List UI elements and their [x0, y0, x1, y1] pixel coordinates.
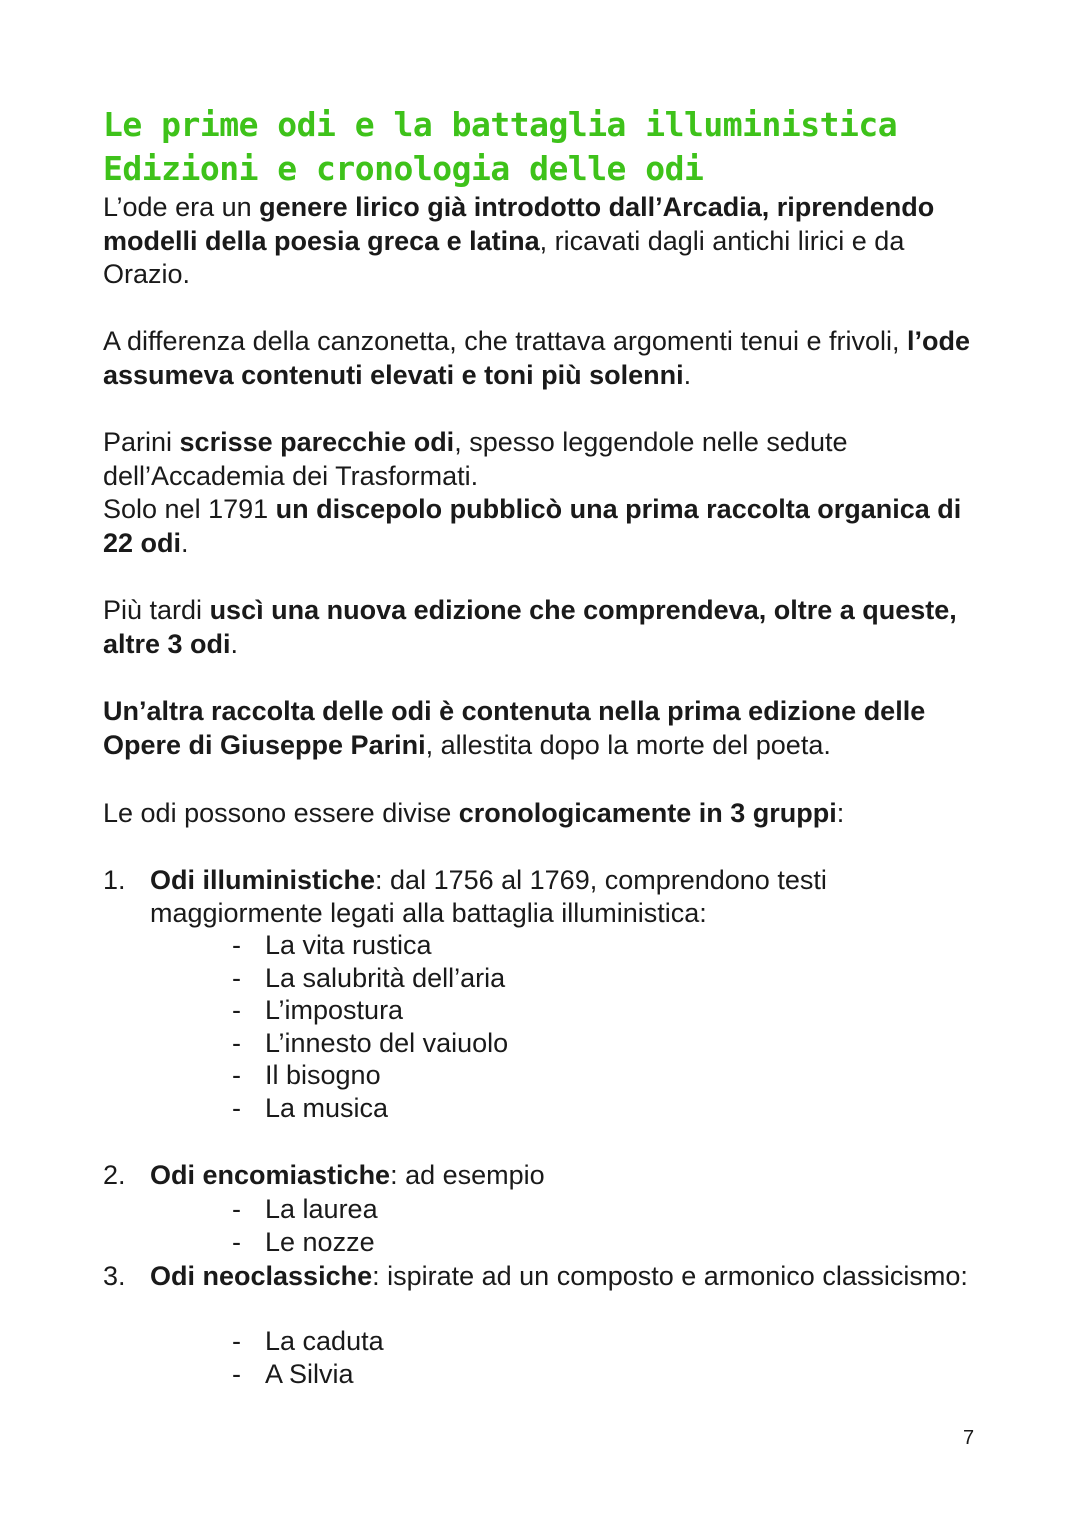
numbered-item-illuministiche	[103, 864, 983, 930]
text-run: , allestita dopo la morte del poeta.	[425, 729, 831, 760]
bold-run: l’ode assumeva contenuti elevati e toni più solenni	[103, 326, 970, 390]
dash-bullet: -	[232, 1194, 241, 1224]
text-run: Parini	[103, 427, 180, 457]
list-item	[232, 1059, 508, 1092]
dash-bullet: -	[232, 1226, 241, 1257]
text-run: , ricavati dagli antichi lirici e da Orazio.	[103, 225, 905, 289]
paragraph-parini-odi	[103, 426, 983, 560]
list-item-label: La caduta	[265, 1326, 384, 1356]
item-number: 2.	[103, 1160, 126, 1190]
text-run: Solo nel 1791	[103, 494, 276, 524]
section-title: Le prime odi e la battaglia illuministica	[103, 105, 898, 144]
list-item	[232, 929, 508, 962]
paragraph-canzonetta	[103, 325, 983, 392]
bold-run: cronologicamente in 3 gruppi	[458, 798, 837, 828]
list-item	[232, 1325, 384, 1358]
dash-bullet: -	[232, 1358, 241, 1389]
text-run: L’ode era un	[103, 192, 260, 222]
dash-bullet: -	[232, 962, 241, 993]
bold-run: uscì una nuova edizione che comprendeva, oltre a queste, altre 3 odi	[103, 595, 957, 659]
list-item	[232, 1358, 384, 1391]
list-item	[232, 1092, 508, 1125]
dash-bullet: -	[232, 1060, 241, 1091]
list-item	[232, 1027, 508, 1060]
item-text	[150, 1159, 983, 1192]
list-item-label: La laurea	[265, 1194, 378, 1224]
item-term: Odi encomiastiche	[150, 1160, 391, 1190]
item-desc: : ispirate ad un composto e armonico classicismo:	[372, 1261, 968, 1291]
sub-list-illuministiche	[232, 929, 508, 1125]
item-number: 1.	[103, 865, 126, 895]
list-item	[232, 1193, 378, 1226]
item-desc: : ad esempio	[390, 1160, 545, 1190]
item-number: 3.	[103, 1261, 126, 1291]
dash-bullet: -	[232, 1027, 241, 1058]
text-run: Più tardi	[103, 595, 210, 625]
list-item-label: A Silvia	[265, 1358, 354, 1389]
list-item-label: Le nozze	[265, 1226, 375, 1257]
paragraph-other-collection	[103, 695, 983, 762]
sub-list-encomiastiche	[232, 1193, 378, 1258]
list-item-label: L’innesto del vaiuolo	[265, 1027, 509, 1058]
text-run: :	[836, 798, 845, 828]
numbered-item-encomiastiche	[103, 1159, 983, 1192]
list-item-label: La salubrità dell’aria	[265, 962, 506, 993]
dash-bullet: -	[232, 1092, 241, 1123]
paragraph-groups-intro	[103, 797, 983, 831]
list-item-label: L’impostura	[265, 995, 404, 1026]
bold-run: scrisse parecchie odi	[179, 427, 455, 457]
numbered-item-neoclassiche	[103, 1260, 983, 1293]
list-item	[232, 1226, 378, 1259]
text-run: .	[230, 628, 239, 659]
section-subtitle: Edizioni e cronologia delle odi	[103, 149, 704, 188]
text-run: .	[683, 359, 692, 390]
dash-bullet: -	[232, 1326, 241, 1356]
item-text	[150, 864, 983, 930]
item-term: Odi illuministiche	[150, 865, 376, 895]
bold-run: Un’altra raccolta delle odi è contenuta nella prima edizione delle Opere di Giuseppe Parini	[103, 696, 926, 760]
list-item	[232, 994, 508, 1027]
item-desc: : dal 1756 al 1769, comprendono testi maggiormente legati alla battaglia illuministica:	[150, 865, 827, 928]
sub-list-neoclassiche	[232, 1325, 384, 1390]
paragraph-new-edition	[103, 594, 983, 661]
item-term: Odi neoclassiche	[150, 1261, 373, 1291]
list-item	[232, 962, 508, 995]
text-run: A differenza della canzonetta, che trattava argomenti tenui e frivoli,	[103, 326, 907, 356]
bold-run: un discepolo pubblicò una prima raccolta organica di 22 odi	[103, 494, 962, 558]
list-item-label: La musica	[265, 1092, 389, 1123]
dash-bullet: -	[232, 995, 241, 1026]
text-run: .	[181, 527, 189, 558]
paragraph-ode-genre	[103, 191, 983, 292]
text-run: Le odi possono essere divise	[103, 798, 459, 828]
text-run: , spesso leggendole nelle sedute dell’Accademia dei Trasformati.	[103, 427, 848, 491]
list-item-label: Il bisogno	[265, 1060, 381, 1091]
page-number: 7	[963, 1427, 975, 1449]
bold-run: genere lirico già introdotto dall’Arcadia, riprendendo modelli della poesia greca e latina	[103, 192, 935, 256]
list-item-label: La vita rustica	[265, 930, 432, 960]
dash-bullet: -	[232, 930, 241, 960]
item-text	[150, 1260, 983, 1293]
